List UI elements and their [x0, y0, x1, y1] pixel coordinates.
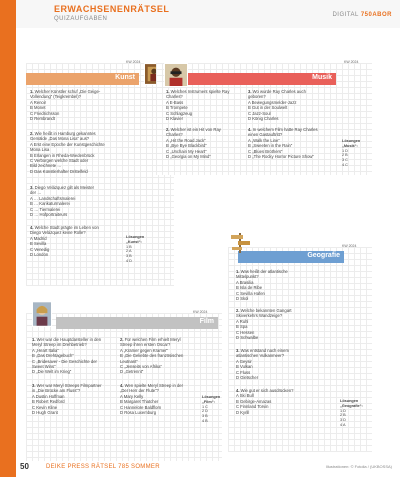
musik-question-1	[166, 89, 244, 121]
answer-option: Leutnant“	[120, 358, 138, 364]
answer-option: A „Heart Italia“	[32, 347, 59, 353]
answer-option: Sweet Wins“	[32, 364, 56, 370]
answer-option: A Ruhl	[236, 318, 249, 324]
question-text-line: Diego Velázquez keine Rolle?	[30, 230, 86, 236]
kunst-question-1	[30, 89, 140, 121]
film-question-4	[120, 383, 200, 415]
geografie-question-2	[236, 308, 334, 340]
answer-option: B Gebirge-Amazas	[236, 398, 272, 404]
film-panel	[26, 310, 222, 461]
answer-option: D „Die Welt im Krieg“	[32, 369, 72, 375]
question-number: 2.	[166, 127, 170, 132]
answer-option: C „Bridesaver - Die Geschichte der	[32, 358, 97, 364]
answer-option: C Hannelore Baldflorn	[120, 404, 162, 410]
solutions-title: Lösungen	[342, 139, 361, 143]
solution-line: 4 D	[126, 258, 132, 263]
solution-line: 3 B	[202, 414, 208, 419]
geografie-question-3	[236, 348, 334, 380]
answer-option: B „Die Geliebte des französischen	[120, 353, 184, 359]
answer-option: B „Das Drehtagebuch“	[32, 353, 74, 359]
question-number: 2.	[120, 337, 124, 342]
answer-option: A Madrid	[30, 235, 47, 241]
page-subtitle: QUIZAUFGABEN	[54, 16, 108, 22]
solution-line: 3 D	[340, 418, 346, 423]
question-text: 3. Was entstand nach einem	[236, 348, 289, 353]
question-text: 4. Welche Stadt prägte im Leben von	[30, 225, 99, 230]
solution-line: 3 B	[126, 254, 132, 259]
question-number: 1.	[32, 337, 36, 342]
question-text: 1. Wer war die Hauptdarsteller in den	[32, 337, 102, 342]
question-number: 4.	[236, 388, 240, 393]
solutions-subtitle: „Geografie“:	[340, 403, 363, 408]
answer-option: A Bewegungsmelder-Jazz	[248, 99, 297, 105]
question-text-line: Streep ihren ersten Oscar?	[120, 342, 171, 348]
solution-line: 4 C	[342, 162, 348, 167]
geografie-question-4	[236, 388, 334, 415]
answer-option: D … Hofportraiteurs	[30, 212, 68, 218]
solution-line: 1 D	[342, 148, 348, 153]
question-number: 2.	[30, 131, 34, 136]
answer-option: D „The Rocky Horror Picture Show“	[248, 154, 314, 160]
musik-title: Musik	[312, 74, 332, 81]
answer-option: C Fluss	[236, 369, 251, 375]
answer-option: B Isla de Ribe	[236, 285, 263, 291]
question-text-line: atlantischen Vulkanmeer?	[236, 353, 285, 359]
answer-option: B Erlangen in Rheda-Wiedenbrück	[30, 152, 95, 158]
film-title: Film	[199, 318, 214, 325]
question-text: 4. Wen spielte Meryl Streep in der	[120, 383, 184, 388]
answer-option: Bild zeichnete …	[30, 163, 62, 169]
musik-question-4	[248, 127, 342, 159]
answer-option: A Geysir	[236, 358, 252, 364]
geografie-question-1	[236, 269, 334, 301]
geografie-panel	[228, 244, 372, 452]
question-text: 2. Welcher ist ein Hit von Ray	[166, 127, 221, 132]
answer-option: B Robert Redford	[32, 399, 65, 405]
question-number: 3.	[32, 383, 36, 388]
geografie-title: Geografie	[307, 252, 340, 259]
answer-option: B Margaret Thatcher	[120, 399, 159, 405]
answer-option: C Sevilla Hafen	[236, 290, 265, 296]
question-text-line: der …	[30, 190, 42, 196]
question-text: 3. Wo wurde Ray Charles auch	[248, 89, 306, 94]
accent-sidebar	[0, 0, 16, 477]
solutions-subtitle: „Kunst“:	[126, 239, 142, 244]
question-number: 3.	[248, 89, 252, 94]
solutions-subtitle: „Film“:	[202, 399, 215, 404]
answer-option: D Klavier	[166, 116, 183, 122]
kunst-solutions	[126, 235, 144, 264]
question-text: 2. Wie heißt in Hamburg gekanntes	[30, 131, 96, 136]
question-number: 4.	[30, 225, 34, 230]
film-title-bar	[56, 317, 218, 329]
question-text: 4. In welchem Film hatte Ray Charles	[248, 127, 318, 132]
page-footer	[16, 459, 400, 477]
answer-option: B … Karikaturmalerei	[30, 201, 70, 207]
musik-solutions	[342, 139, 360, 168]
answer-option: B Vulkan	[236, 364, 253, 370]
solutions-title: Lösungen	[126, 235, 145, 239]
solutions-subtitle: „Musik“:	[342, 143, 358, 148]
musik-title-bar	[186, 73, 336, 85]
magazine-title: DEIKE PRESS RÄTSEL 785 SOMMER	[46, 464, 160, 470]
question-text-line: geboren?	[248, 94, 266, 100]
kunst-panel	[26, 60, 174, 286]
answer-option: C Venedig	[30, 246, 50, 252]
question-text-line: Charles?	[166, 94, 183, 100]
question-text: 2. Welche bekannten Gangart	[236, 308, 292, 313]
answer-option: A E-Bass	[166, 99, 184, 105]
geografie-solutions	[340, 399, 363, 428]
solution-line: 2 A	[126, 249, 132, 254]
answer-option: C Kevin Kline	[32, 404, 58, 410]
answer-option: D Kyrill	[236, 409, 250, 415]
question-text: 1. Was heißt der atlantische	[236, 269, 288, 274]
answer-option: A … Landschaftsmalerei	[30, 195, 76, 201]
brand-label	[332, 12, 392, 18]
answer-option: A Erst eine Epoche der Kunstgeschichte	[30, 141, 105, 147]
kunst-question-3	[30, 185, 140, 217]
geografie-signpost-image	[228, 231, 252, 253]
question-text-line: Vollendung“ (Teigkrembel)?	[30, 94, 81, 100]
film-solutions	[202, 395, 220, 424]
geografie-date: KW 2024	[342, 244, 357, 248]
question-number: 3.	[30, 185, 34, 190]
musik-date: KW 2024	[344, 60, 359, 64]
answer-option: A Mary Kelly	[120, 393, 144, 399]
answer-option: C „Jenseits von Afrika“	[120, 364, 162, 370]
answer-option: D „Getrennt“	[120, 369, 144, 375]
question-number: 4.	[248, 127, 252, 132]
solution-line: 4 B	[202, 418, 208, 423]
question-text: 4. Wie gut er sich ausdrücken?	[236, 388, 294, 393]
solutions-title: Lösungen	[202, 395, 221, 399]
answer-option: B „Bye Bye Blackbird“	[166, 143, 207, 149]
answer-option: D Schwalbe	[236, 335, 259, 341]
question-text-line: in „Die Brücke am Fluss“?	[32, 388, 81, 394]
answer-option: D Rembrandt	[30, 116, 55, 122]
page-title: ERWACHSENENRÄTSEL	[54, 4, 170, 14]
illustration-credit: Illustrationen: © Fotolia / (UKBOSSA)	[325, 464, 392, 469]
question-text: 2. Für welchen Film erhielt Meryl	[120, 337, 181, 342]
answer-option: C Verborgen welche Stadt oder	[30, 158, 89, 164]
question-text-line: Skiverkehrs Wandzeige?	[236, 313, 283, 319]
answer-option: A Dustin Hoffman	[32, 393, 65, 399]
brand-prefix: DIGITAL	[332, 12, 361, 18]
question-number: 4.	[120, 383, 124, 388]
question-text-line: Mittelpunkt?	[236, 274, 259, 280]
answer-option: B „Sweeten in the Rain“	[248, 143, 293, 149]
answer-option: D Skol	[236, 296, 249, 302]
question-text: 1. Welches Instrument spielte Ray	[166, 89, 230, 94]
answer-option: C Friedrichsson	[30, 110, 60, 116]
solutions-title: Lösungen	[340, 399, 359, 403]
musik-question-3	[248, 89, 330, 121]
solution-line: 3 C	[342, 158, 348, 163]
answer-option: B Spa	[236, 324, 248, 330]
page-header	[16, 0, 400, 28]
answer-option: D London	[30, 252, 49, 258]
musik-panel	[156, 60, 372, 175]
film-question-1	[32, 337, 116, 375]
answer-option: B Monet	[30, 105, 46, 111]
question-text: 1. Welcher Künstler schuf „Die Geige-	[30, 89, 101, 94]
answer-option: A „Kramer gegen Kramer“	[120, 347, 168, 353]
page-number: 50	[20, 462, 29, 471]
answer-option: B Gut in der Soulwelt	[248, 105, 288, 111]
solution-line: 1 B	[126, 244, 132, 249]
answer-option: A Renoir	[30, 99, 47, 105]
geografie-title-bar	[238, 251, 344, 263]
answer-option: D König Charles	[248, 116, 279, 122]
answer-option: D Hugh Grant	[32, 410, 58, 416]
answer-option: D Gletscher	[236, 375, 259, 381]
answer-option: D Das Künstlerhafter Drittelfeld	[30, 168, 88, 174]
question-text-line: einen Gastauftritt?	[248, 132, 283, 138]
question-number: 1.	[30, 89, 34, 94]
musik-question-2	[166, 127, 248, 159]
film-date: KW 2024	[193, 310, 208, 314]
answer-option: Mona Lisa	[30, 147, 50, 153]
solution-line: 2 D	[202, 409, 208, 414]
question-number: 1.	[236, 269, 240, 274]
answer-option: C Jazz-Soul	[248, 110, 271, 116]
film-question-2	[120, 337, 206, 375]
kunst-title-bar	[26, 73, 139, 85]
question-text-line: Gemälde „Das Mona Lisa“ aus?	[30, 136, 90, 142]
musik-photo-image	[164, 63, 188, 87]
question-text: 3. Wer war Meryl Streeps Filmpartner	[32, 383, 102, 388]
answer-option: A „Hit the Road Jack“	[166, 137, 206, 143]
question-text-line: Meryl Streep im Drehbetrieb?	[32, 342, 87, 348]
film-question-3	[32, 383, 118, 415]
answer-option: C Hessen	[236, 329, 255, 335]
question-number: 1.	[166, 89, 170, 94]
answer-option: B Trompete	[166, 105, 188, 111]
brand-name: 750ABOR	[360, 12, 392, 18]
answer-option: A Ski Bull	[236, 393, 254, 399]
question-text-line: „Der Herr der Flute“?	[120, 388, 159, 394]
answer-option: A Brasilia	[236, 279, 254, 285]
answer-option: C Schlagzeug	[166, 110, 193, 116]
question-number: 3.	[236, 348, 240, 353]
kunst-question-2	[30, 131, 142, 174]
kunst-question-4	[30, 225, 140, 257]
kunst-date: KW 2024	[126, 60, 141, 64]
answer-option: D „Georgia on My Mind“	[166, 154, 211, 160]
solution-line: 4 A	[340, 422, 346, 427]
solution-line: 2 B	[342, 153, 348, 158]
answer-option: D Rosa Luxemburg	[120, 410, 157, 416]
question-text-line: Charles?	[166, 132, 183, 138]
question-number: 2.	[236, 308, 240, 313]
solution-line: 2 B	[340, 413, 346, 418]
kunst-title: Kunst	[115, 74, 135, 81]
answer-option: C Finnland Torvin	[236, 404, 269, 410]
question-text: 3. Diego Velázquez gilt als Meister	[30, 185, 95, 190]
film-portrait-image	[32, 301, 52, 327]
answer-option: C „Unchain My Heart“	[166, 148, 207, 154]
answer-option: A „Walk the Line“	[248, 137, 280, 143]
answer-option: C … Tiermalerei	[30, 206, 61, 212]
answer-option: B Sevilla	[30, 241, 47, 247]
answer-option: C „Blues Brothers“	[248, 148, 283, 154]
solution-line: 1 D	[340, 408, 346, 413]
solution-line: 1 C	[202, 404, 208, 409]
